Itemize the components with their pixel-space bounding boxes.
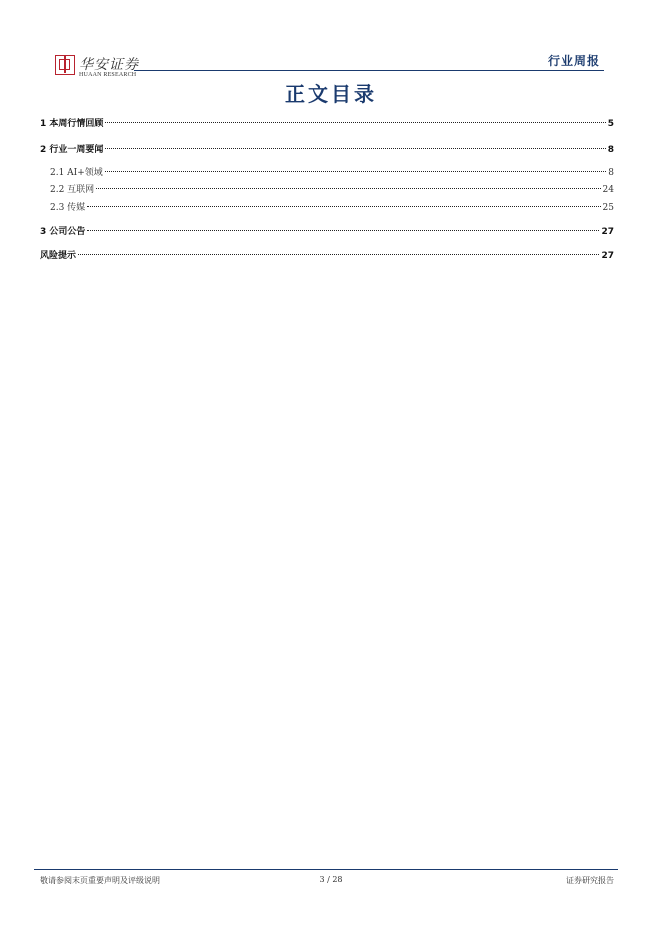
page-indicator: 3 / 28 bbox=[319, 875, 343, 884]
logo-name: 华安证券 bbox=[79, 57, 139, 73]
footer-disclaimer: 敬请参阅末页重要声明及评级说明 bbox=[40, 876, 160, 885]
toc-entry-page: 25 bbox=[602, 203, 614, 213]
toc-leader bbox=[78, 254, 599, 255]
toc-entry[interactable] bbox=[40, 225, 614, 239]
toc-entry-page: 8 bbox=[607, 145, 614, 155]
toc-entry-page: 5 bbox=[607, 119, 614, 129]
toc-entry-label: 2.1 AI+领域 bbox=[50, 168, 103, 178]
toc-entry-label: 1 本周行情回顾 bbox=[40, 119, 104, 129]
toc-entry[interactable] bbox=[40, 201, 614, 215]
toc-entry-label: 2.2 互联网 bbox=[50, 185, 95, 195]
toc-leader bbox=[87, 206, 600, 207]
toc-entry-page: 27 bbox=[601, 251, 614, 261]
report-type: 行业周报 bbox=[547, 54, 600, 68]
logo-seal-icon bbox=[55, 55, 75, 75]
toc-leader bbox=[87, 230, 599, 231]
toc-leader bbox=[105, 148, 605, 149]
footer-divider bbox=[34, 869, 618, 870]
toc-title: 正文目录 bbox=[285, 82, 377, 106]
logo-subtitle: HUAAN RESEARCH bbox=[79, 72, 137, 78]
toc-leader bbox=[105, 171, 606, 172]
toc-entry[interactable] bbox=[40, 183, 614, 197]
header-divider bbox=[134, 70, 604, 71]
toc-entry-label: 风险提示 bbox=[40, 251, 77, 261]
toc-entry-label: 2.3 传媒 bbox=[50, 203, 86, 213]
footer-doc-type: 证券研究报告 bbox=[566, 876, 614, 885]
toc-entry-label: 2 行业一周要闻 bbox=[40, 145, 104, 155]
toc-entry-page: 24 bbox=[602, 185, 614, 195]
toc-entry[interactable] bbox=[40, 117, 614, 131]
toc-leader bbox=[96, 188, 600, 189]
toc-entry-page: 8 bbox=[608, 168, 614, 178]
toc-entry[interactable] bbox=[40, 143, 614, 157]
toc-entry-page: 27 bbox=[601, 227, 614, 237]
toc-entry-label: 3 公司公告 bbox=[40, 227, 86, 237]
toc-entry[interactable] bbox=[40, 166, 614, 180]
toc-entry[interactable] bbox=[40, 249, 614, 263]
toc-leader bbox=[105, 122, 605, 123]
